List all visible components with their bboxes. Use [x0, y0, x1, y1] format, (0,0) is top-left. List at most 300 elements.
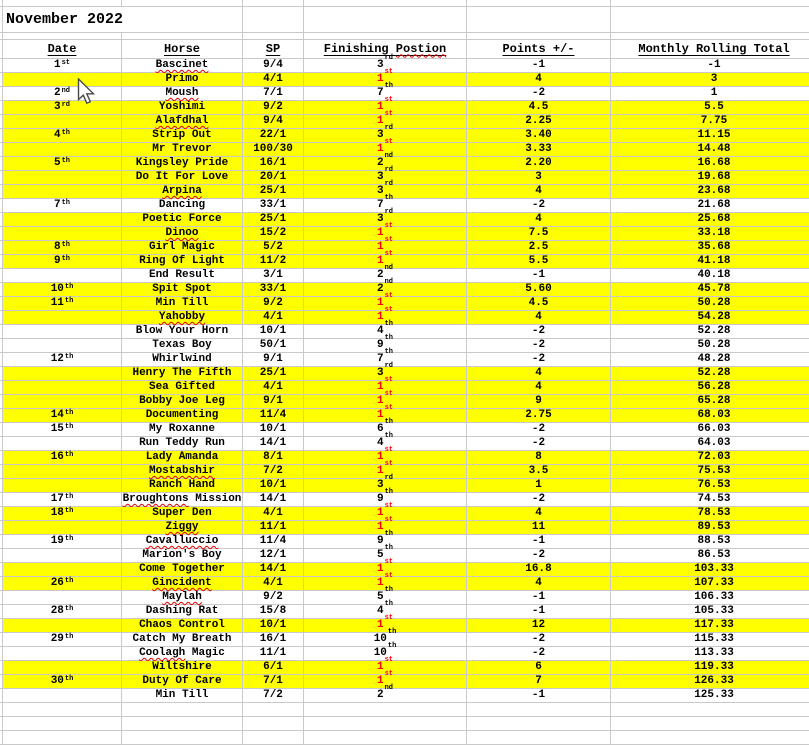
- total-cell[interactable]: [611, 297, 809, 310]
- blank-cell[interactable]: [122, 0, 243, 6]
- blank-cell[interactable]: [122, 717, 243, 730]
- total-cell[interactable]: [611, 409, 809, 422]
- date-cell[interactable]: [3, 269, 122, 282]
- blank-cell[interactable]: [243, 717, 304, 730]
- blank-cell[interactable]: [611, 703, 809, 716]
- total-cell[interactable]: [611, 563, 809, 576]
- blank-cell[interactable]: [243, 703, 304, 716]
- points-cell[interactable]: [467, 675, 611, 688]
- points-cell[interactable]: [467, 129, 611, 142]
- blank-cell[interactable]: [467, 33, 611, 39]
- sp-cell[interactable]: [243, 101, 304, 114]
- horse-cell[interactable]: [122, 73, 243, 86]
- total-cell[interactable]: [611, 423, 809, 436]
- date-cell[interactable]: [3, 591, 122, 604]
- blank-cell[interactable]: [122, 731, 243, 744]
- points-cell[interactable]: [467, 241, 611, 254]
- sp-cell[interactable]: [243, 493, 304, 506]
- blank-cell[interactable]: [611, 731, 809, 744]
- points-cell[interactable]: [467, 577, 611, 590]
- date-cell[interactable]: 4 th: [3, 129, 122, 142]
- sp-value: 15/2: [259, 227, 287, 239]
- points-cell[interactable]: [467, 255, 611, 268]
- date-cell[interactable]: [3, 381, 122, 394]
- total-cell[interactable]: [611, 283, 809, 296]
- horse-name-misspelled: Maylah: [162, 591, 202, 603]
- total-cell[interactable]: [611, 143, 809, 156]
- points-value: 5.5: [528, 255, 549, 267]
- points-cell[interactable]: [467, 59, 611, 72]
- date-value: 5: [53, 157, 61, 169]
- points-value: 7: [535, 675, 542, 687]
- points-cell[interactable]: [467, 171, 611, 184]
- total-value: 41.18: [697, 255, 731, 267]
- total-value: 52.28: [697, 325, 731, 337]
- total-cell[interactable]: [611, 647, 809, 660]
- points-cell[interactable]: [467, 605, 611, 618]
- total-cell[interactable]: [611, 325, 809, 338]
- total-cell[interactable]: [611, 451, 809, 464]
- date-cell[interactable]: 28 th: [3, 605, 122, 618]
- column-header-monthly-rolling-total[interactable]: [611, 40, 809, 58]
- points-cell[interactable]: [467, 297, 611, 310]
- points-cell[interactable]: [467, 507, 611, 520]
- sp-cell[interactable]: [243, 115, 304, 128]
- blank-cell[interactable]: [611, 33, 809, 39]
- points-cell[interactable]: [467, 465, 611, 478]
- date-cell[interactable]: 7 th: [3, 199, 122, 212]
- total-cell[interactable]: [611, 549, 809, 562]
- horse-name: Mission: [188, 493, 242, 505]
- points-cell[interactable]: [467, 157, 611, 170]
- date-value: 4: [53, 129, 61, 141]
- date-cell[interactable]: [3, 437, 122, 450]
- horse-cell[interactable]: [122, 423, 243, 436]
- horse-cell[interactable]: [122, 437, 243, 450]
- date-cell[interactable]: 5 th: [3, 157, 122, 170]
- blank-cell[interactable]: [467, 717, 611, 730]
- total-cell[interactable]: [611, 367, 809, 380]
- points-cell[interactable]: [467, 199, 611, 212]
- points-cell[interactable]: [467, 339, 611, 352]
- points-cell[interactable]: [467, 451, 611, 464]
- horse-cell[interactable]: [122, 563, 243, 576]
- date-cell[interactable]: [3, 227, 122, 240]
- total-cell[interactable]: [611, 633, 809, 646]
- total-cell[interactable]: [611, 395, 809, 408]
- points-value: 2.20: [525, 157, 552, 169]
- points-cell[interactable]: [467, 311, 611, 324]
- sp-cell[interactable]: [243, 689, 304, 702]
- sp-cell[interactable]: [243, 157, 304, 170]
- horse-cell[interactable]: [122, 171, 243, 184]
- sp-cell[interactable]: [243, 381, 304, 394]
- horse-name: Duty Of Care: [142, 675, 222, 687]
- total-cell[interactable]: [611, 255, 809, 268]
- sp-cell[interactable]: [243, 129, 304, 142]
- total-cell[interactable]: [611, 507, 809, 520]
- total-cell[interactable]: [611, 129, 809, 142]
- horse-cell[interactable]: [122, 465, 243, 478]
- horse-cell[interactable]: [122, 185, 243, 198]
- horse-cell[interactable]: [122, 255, 243, 268]
- horse-cell[interactable]: [122, 241, 243, 254]
- total-cell[interactable]: [611, 619, 809, 632]
- horse-cell[interactable]: [122, 115, 243, 128]
- table-row: [0, 600, 809, 619]
- column-header-date[interactable]: [3, 40, 122, 58]
- horse-cell[interactable]: [122, 213, 243, 226]
- date-cell[interactable]: 29 th: [3, 633, 122, 646]
- sheet-title-cell[interactable]: [3, 7, 243, 32]
- total-cell[interactable]: [611, 675, 809, 688]
- horse-cell[interactable]: [122, 675, 243, 688]
- sp-cell[interactable]: [243, 73, 304, 86]
- horse-cell[interactable]: [122, 325, 243, 338]
- points-cell[interactable]: [467, 213, 611, 226]
- points-cell[interactable]: [467, 437, 611, 450]
- date-cell[interactable]: [3, 115, 122, 128]
- sp-value: 4/1: [263, 73, 283, 85]
- sp-cell[interactable]: [243, 213, 304, 226]
- points-cell[interactable]: [467, 409, 611, 422]
- sp-cell[interactable]: [243, 185, 304, 198]
- horse-cell[interactable]: [122, 199, 243, 212]
- date-cell[interactable]: 11 th: [3, 297, 122, 310]
- sp-cell[interactable]: [243, 171, 304, 184]
- horse-cell[interactable]: [122, 605, 243, 618]
- horse-cell[interactable]: [122, 339, 243, 352]
- sp-cell[interactable]: [243, 591, 304, 604]
- date-cell[interactable]: 17 th: [3, 493, 122, 506]
- blank-cell[interactable]: [304, 33, 467, 39]
- total-cell[interactable]: [611, 227, 809, 240]
- sp-cell[interactable]: [243, 451, 304, 464]
- date-cell[interactable]: 10 th: [3, 283, 122, 296]
- date-cell[interactable]: 14 th: [3, 409, 122, 422]
- total-cell[interactable]: [611, 493, 809, 506]
- sp-cell[interactable]: [243, 87, 304, 100]
- horse-cell[interactable]: [122, 269, 243, 282]
- date-cell[interactable]: 12 th: [3, 353, 122, 366]
- date-cell[interactable]: [3, 521, 122, 534]
- blank-cell[interactable]: [243, 7, 304, 32]
- blank-cell[interactable]: [611, 0, 809, 6]
- horse-cell[interactable]: [122, 227, 243, 240]
- horse-cell[interactable]: [122, 101, 243, 114]
- horse-cell[interactable]: [122, 297, 243, 310]
- total-cell[interactable]: [611, 241, 809, 254]
- points-cell[interactable]: [467, 479, 611, 492]
- points-cell[interactable]: [467, 591, 611, 604]
- points-cell[interactable]: [467, 549, 611, 562]
- points-cell[interactable]: [467, 185, 611, 198]
- sp-cell[interactable]: [243, 241, 304, 254]
- total-value: 86.53: [697, 549, 731, 561]
- horse-cell[interactable]: [122, 493, 243, 506]
- points-cell[interactable]: [467, 87, 611, 100]
- finishing-position-cell[interactable]: [304, 614, 467, 632]
- blank-cell[interactable]: [467, 731, 611, 744]
- date-cell[interactable]: 30 th: [3, 675, 122, 688]
- date-cell[interactable]: [3, 479, 122, 492]
- date-cell[interactable]: [3, 647, 122, 660]
- horse-cell[interactable]: [122, 591, 243, 604]
- points-cell[interactable]: [467, 269, 611, 282]
- points-cell[interactable]: [467, 381, 611, 394]
- total-cell[interactable]: [611, 689, 809, 702]
- blank-cell[interactable]: [467, 703, 611, 716]
- date-cell[interactable]: [3, 661, 122, 674]
- blank-cell[interactable]: [3, 703, 122, 716]
- sp-cell[interactable]: [243, 143, 304, 156]
- date-value: 15: [50, 423, 64, 435]
- blank-cell[interactable]: [3, 0, 122, 6]
- total-cell[interactable]: [611, 605, 809, 618]
- points-cell[interactable]: [467, 367, 611, 380]
- total-cell[interactable]: [611, 339, 809, 352]
- horse-cell[interactable]: [122, 479, 243, 492]
- date-cell[interactable]: [3, 213, 122, 226]
- sp-cell[interactable]: [243, 59, 304, 72]
- sp-cell[interactable]: [243, 395, 304, 408]
- column-header-sp[interactable]: [243, 40, 304, 58]
- points-cell[interactable]: [467, 101, 611, 114]
- total-cell[interactable]: [611, 101, 809, 114]
- date-cell[interactable]: [3, 549, 122, 562]
- sp-cell[interactable]: [243, 619, 304, 632]
- sp-cell[interactable]: [243, 367, 304, 380]
- sp-cell[interactable]: [243, 423, 304, 436]
- sp-cell[interactable]: [243, 563, 304, 576]
- total-cell[interactable]: [611, 59, 809, 72]
- blank-cell[interactable]: [3, 33, 122, 39]
- total-cell[interactable]: [611, 521, 809, 534]
- sp-cell[interactable]: [243, 633, 304, 646]
- blank-cell[interactable]: [611, 717, 809, 730]
- sp-cell[interactable]: [243, 577, 304, 590]
- horse-cell[interactable]: [122, 619, 243, 632]
- date-cell[interactable]: [3, 339, 122, 352]
- points-cell[interactable]: [467, 493, 611, 506]
- blank-cell[interactable]: [611, 7, 809, 32]
- horse-cell[interactable]: [122, 633, 243, 646]
- date-cell[interactable]: [3, 73, 122, 86]
- column-header-label: SP: [265, 41, 281, 56]
- horse-name: Min Till: [155, 689, 209, 701]
- horse-cell[interactable]: [122, 157, 243, 170]
- date-cell[interactable]: 8 th: [3, 241, 122, 254]
- date-cell[interactable]: 19 th: [3, 535, 122, 548]
- points-cell[interactable]: [467, 647, 611, 660]
- points-cell[interactable]: [467, 521, 611, 534]
- sp-cell[interactable]: [243, 535, 304, 548]
- date-cell[interactable]: [3, 689, 122, 702]
- points-cell[interactable]: [467, 619, 611, 632]
- horse-name: Catch My Breath: [132, 633, 232, 645]
- total-cell[interactable]: [611, 465, 809, 478]
- horse-cell[interactable]: [122, 409, 243, 422]
- blank-cell[interactable]: [304, 717, 467, 730]
- blank-cell[interactable]: [243, 33, 304, 39]
- total-cell[interactable]: [611, 577, 809, 590]
- sp-cell[interactable]: [243, 647, 304, 660]
- blank-cell[interactable]: [243, 731, 304, 744]
- horse-cell[interactable]: [122, 507, 243, 520]
- total-cell[interactable]: [611, 353, 809, 366]
- total-cell[interactable]: [611, 661, 809, 674]
- points-cell[interactable]: [467, 661, 611, 674]
- points-cell[interactable]: [467, 115, 611, 128]
- horse-cell[interactable]: [122, 451, 243, 464]
- blank-cell[interactable]: [3, 717, 122, 730]
- total-cell[interactable]: [611, 115, 809, 128]
- blank-cell[interactable]: [467, 7, 611, 32]
- date-cell[interactable]: [3, 143, 122, 156]
- points-cell[interactable]: [467, 633, 611, 646]
- blank-cell[interactable]: [467, 0, 611, 6]
- points-value: -1: [531, 605, 546, 617]
- blank-cell[interactable]: [243, 0, 304, 6]
- total-cell[interactable]: [611, 479, 809, 492]
- points-value: -2: [531, 199, 546, 211]
- horse-cell[interactable]: [122, 521, 243, 534]
- total-cell[interactable]: [611, 73, 809, 86]
- sp-cell[interactable]: [243, 549, 304, 562]
- horse-cell[interactable]: [122, 129, 243, 142]
- total-cell[interactable]: [611, 185, 809, 198]
- blank-cell[interactable]: [304, 7, 467, 32]
- total-cell[interactable]: [611, 87, 809, 100]
- date-cell[interactable]: [3, 563, 122, 576]
- blank-cell[interactable]: [3, 731, 122, 744]
- sp-cell[interactable]: [243, 479, 304, 492]
- points-cell[interactable]: [467, 353, 611, 366]
- total-cell[interactable]: [611, 171, 809, 184]
- sp-cell[interactable]: [243, 675, 304, 688]
- blank-cell[interactable]: [304, 731, 467, 744]
- horse-cell[interactable]: [122, 353, 243, 366]
- date-cell[interactable]: [3, 619, 122, 632]
- total-cell[interactable]: [611, 311, 809, 324]
- sp-cell[interactable]: [243, 605, 304, 618]
- sp-cell[interactable]: [243, 521, 304, 534]
- date-cell[interactable]: [3, 325, 122, 338]
- total-value: 11.15: [697, 129, 731, 141]
- points-cell[interactable]: [467, 535, 611, 548]
- points-cell[interactable]: [467, 689, 611, 702]
- date-cell[interactable]: 9 th: [3, 255, 122, 268]
- points-cell[interactable]: [467, 143, 611, 156]
- blank-row: [0, 731, 809, 745]
- points-cell[interactable]: [467, 73, 611, 86]
- column-header-horse[interactable]: [122, 40, 243, 58]
- horse-cell[interactable]: [122, 143, 243, 156]
- date-cell[interactable]: 15 th: [3, 423, 122, 436]
- date-cell[interactable]: [3, 171, 122, 184]
- horse-cell[interactable]: [122, 647, 243, 660]
- points-cell[interactable]: [467, 325, 611, 338]
- horse-cell[interactable]: [122, 283, 243, 296]
- horse-cell[interactable]: [122, 689, 243, 702]
- total-cell[interactable]: [611, 157, 809, 170]
- date-cell[interactable]: [3, 311, 122, 324]
- sp-cell[interactable]: [243, 199, 304, 212]
- total-cell[interactable]: [611, 213, 809, 226]
- sp-cell[interactable]: [243, 339, 304, 352]
- date-cell[interactable]: 18 th: [3, 507, 122, 520]
- total-cell[interactable]: [611, 535, 809, 548]
- sp-cell[interactable]: [243, 311, 304, 324]
- column-header-points[interactable]: [467, 40, 611, 58]
- total-cell[interactable]: [611, 591, 809, 604]
- sp-cell[interactable]: [243, 507, 304, 520]
- blank-cell[interactable]: [304, 703, 467, 716]
- points-cell[interactable]: [467, 227, 611, 240]
- date-cell[interactable]: 2 nd: [3, 87, 122, 100]
- horse-name: Magic: [185, 647, 225, 659]
- points-value: 1: [535, 479, 542, 491]
- date-cell[interactable]: 1 st: [3, 59, 122, 72]
- horse-cell[interactable]: [122, 367, 243, 380]
- sp-cell[interactable]: [243, 297, 304, 310]
- sp-cell[interactable]: [243, 409, 304, 422]
- horse-cell[interactable]: [122, 311, 243, 324]
- total-cell[interactable]: [611, 381, 809, 394]
- sp-cell[interactable]: [243, 283, 304, 296]
- finishing-position-cell[interactable]: [304, 684, 467, 702]
- sp-cell[interactable]: [243, 353, 304, 366]
- sp-cell[interactable]: [243, 255, 304, 268]
- horse-cell[interactable]: [122, 661, 243, 674]
- horse-cell[interactable]: [122, 577, 243, 590]
- column-header-label: Monthly Rolling Total: [638, 41, 790, 56]
- blank-cell[interactable]: [122, 703, 243, 716]
- blank-cell[interactable]: [122, 33, 243, 39]
- sp-cell[interactable]: [243, 437, 304, 450]
- sp-cell[interactable]: [243, 661, 304, 674]
- horse-cell[interactable]: [122, 535, 243, 548]
- points-cell[interactable]: [467, 563, 611, 576]
- horse-cell[interactable]: [122, 381, 243, 394]
- sp-cell[interactable]: [243, 325, 304, 338]
- date-cell[interactable]: 3 rd: [3, 101, 122, 114]
- table-row: [0, 110, 809, 129]
- date-cell[interactable]: 26 th: [3, 577, 122, 590]
- table-row: [0, 68, 809, 87]
- horse-cell[interactable]: [122, 549, 243, 562]
- horse-cell[interactable]: [122, 59, 243, 72]
- sp-cell[interactable]: [243, 227, 304, 240]
- total-cell[interactable]: [611, 199, 809, 212]
- horse-cell[interactable]: [122, 87, 243, 100]
- total-cell[interactable]: [611, 437, 809, 450]
- sp-cell[interactable]: [243, 465, 304, 478]
- points-cell[interactable]: [467, 395, 611, 408]
- date-cell[interactable]: [3, 367, 122, 380]
- date-cell[interactable]: [3, 185, 122, 198]
- finishing-position-cell[interactable]: [304, 628, 467, 646]
- points-cell[interactable]: [467, 423, 611, 436]
- points-cell[interactable]: [467, 283, 611, 296]
- date-cell[interactable]: [3, 395, 122, 408]
- total-cell[interactable]: [611, 269, 809, 282]
- date-cell[interactable]: [3, 465, 122, 478]
- sp-cell[interactable]: [243, 269, 304, 282]
- blank-cell[interactable]: [304, 0, 467, 6]
- date-cell[interactable]: 16 th: [3, 451, 122, 464]
- horse-cell[interactable]: [122, 395, 243, 408]
